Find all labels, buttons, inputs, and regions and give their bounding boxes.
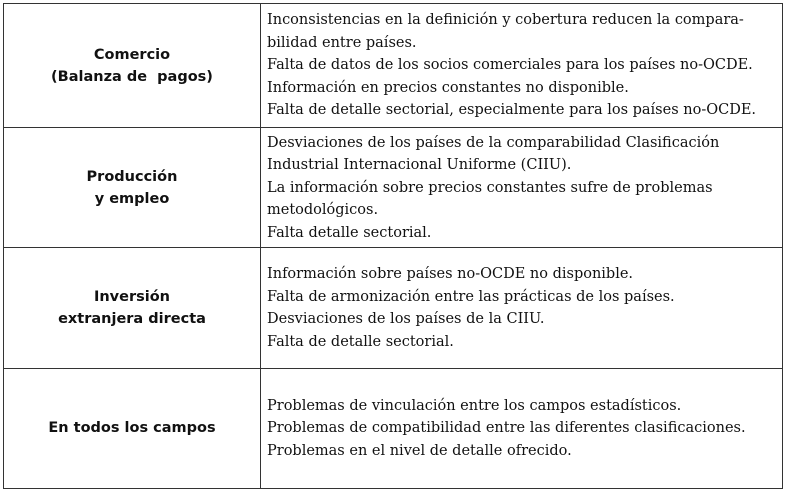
description-line: Falta de detalle sectorial. bbox=[267, 333, 454, 350]
description-cell bbox=[261, 4, 783, 128]
description-cell bbox=[261, 128, 783, 248]
description-line: Problemas en el nivel de detalle ofrecido. bbox=[267, 442, 572, 459]
description-line: Industrial Internacional Uniforme (CIIU). bbox=[267, 157, 572, 174]
description-cell bbox=[261, 248, 783, 368]
category-label: Inversión bbox=[93, 289, 171, 306]
category-label: extranjera directa bbox=[58, 311, 206, 328]
category-cell bbox=[4, 368, 261, 488]
description-line: Información en precios constantes no disponible. bbox=[267, 79, 629, 96]
description-line: Falta de datos de los socios comerciales para los países no-OCDE. bbox=[267, 57, 753, 74]
description-line: Problemas de vinculación entre los campos estadísticos. bbox=[267, 397, 682, 414]
category-label: y empleo bbox=[94, 190, 170, 207]
table-row bbox=[4, 4, 783, 128]
table-row bbox=[4, 248, 783, 368]
table-row bbox=[4, 368, 783, 488]
category-label: (Balanza de pagos) bbox=[51, 68, 213, 85]
description-line: Falta de detalle sectorial, especialmente para los países no-OCDE. bbox=[267, 102, 757, 119]
statistics-issues-table bbox=[3, 3, 783, 489]
description-line: Inconsistencias en la definición y cobertura reducen la compara- bbox=[267, 12, 744, 29]
description-line: Información sobre países no-OCDE no disponible. bbox=[267, 266, 634, 283]
description-cell bbox=[261, 368, 783, 488]
description-line: Falta detalle sectorial. bbox=[267, 224, 432, 241]
category-cell bbox=[4, 128, 261, 248]
description-line: Falta de armonización entre las prácticas de los países. bbox=[267, 288, 675, 305]
category-label: Comercio bbox=[93, 46, 171, 63]
description-line: Desviaciones de los países de la CIIU. bbox=[267, 311, 545, 328]
description-line: Desviaciones de los países de la comparabilidad Clasificación bbox=[267, 134, 720, 151]
description-line: metodológicos. bbox=[267, 202, 379, 219]
description-line: Problemas de compatibilidad entre las diferentes clasificaciones. bbox=[267, 420, 746, 437]
category-cell bbox=[4, 248, 261, 368]
category-label: En todos los campos bbox=[48, 420, 216, 437]
category-label: Producción bbox=[86, 168, 178, 185]
category-cell bbox=[4, 4, 261, 128]
table-row bbox=[4, 128, 783, 248]
description-line: bilidad entre países. bbox=[267, 34, 417, 51]
description-line: La información sobre precios constantes sufre de problemas bbox=[267, 179, 713, 196]
